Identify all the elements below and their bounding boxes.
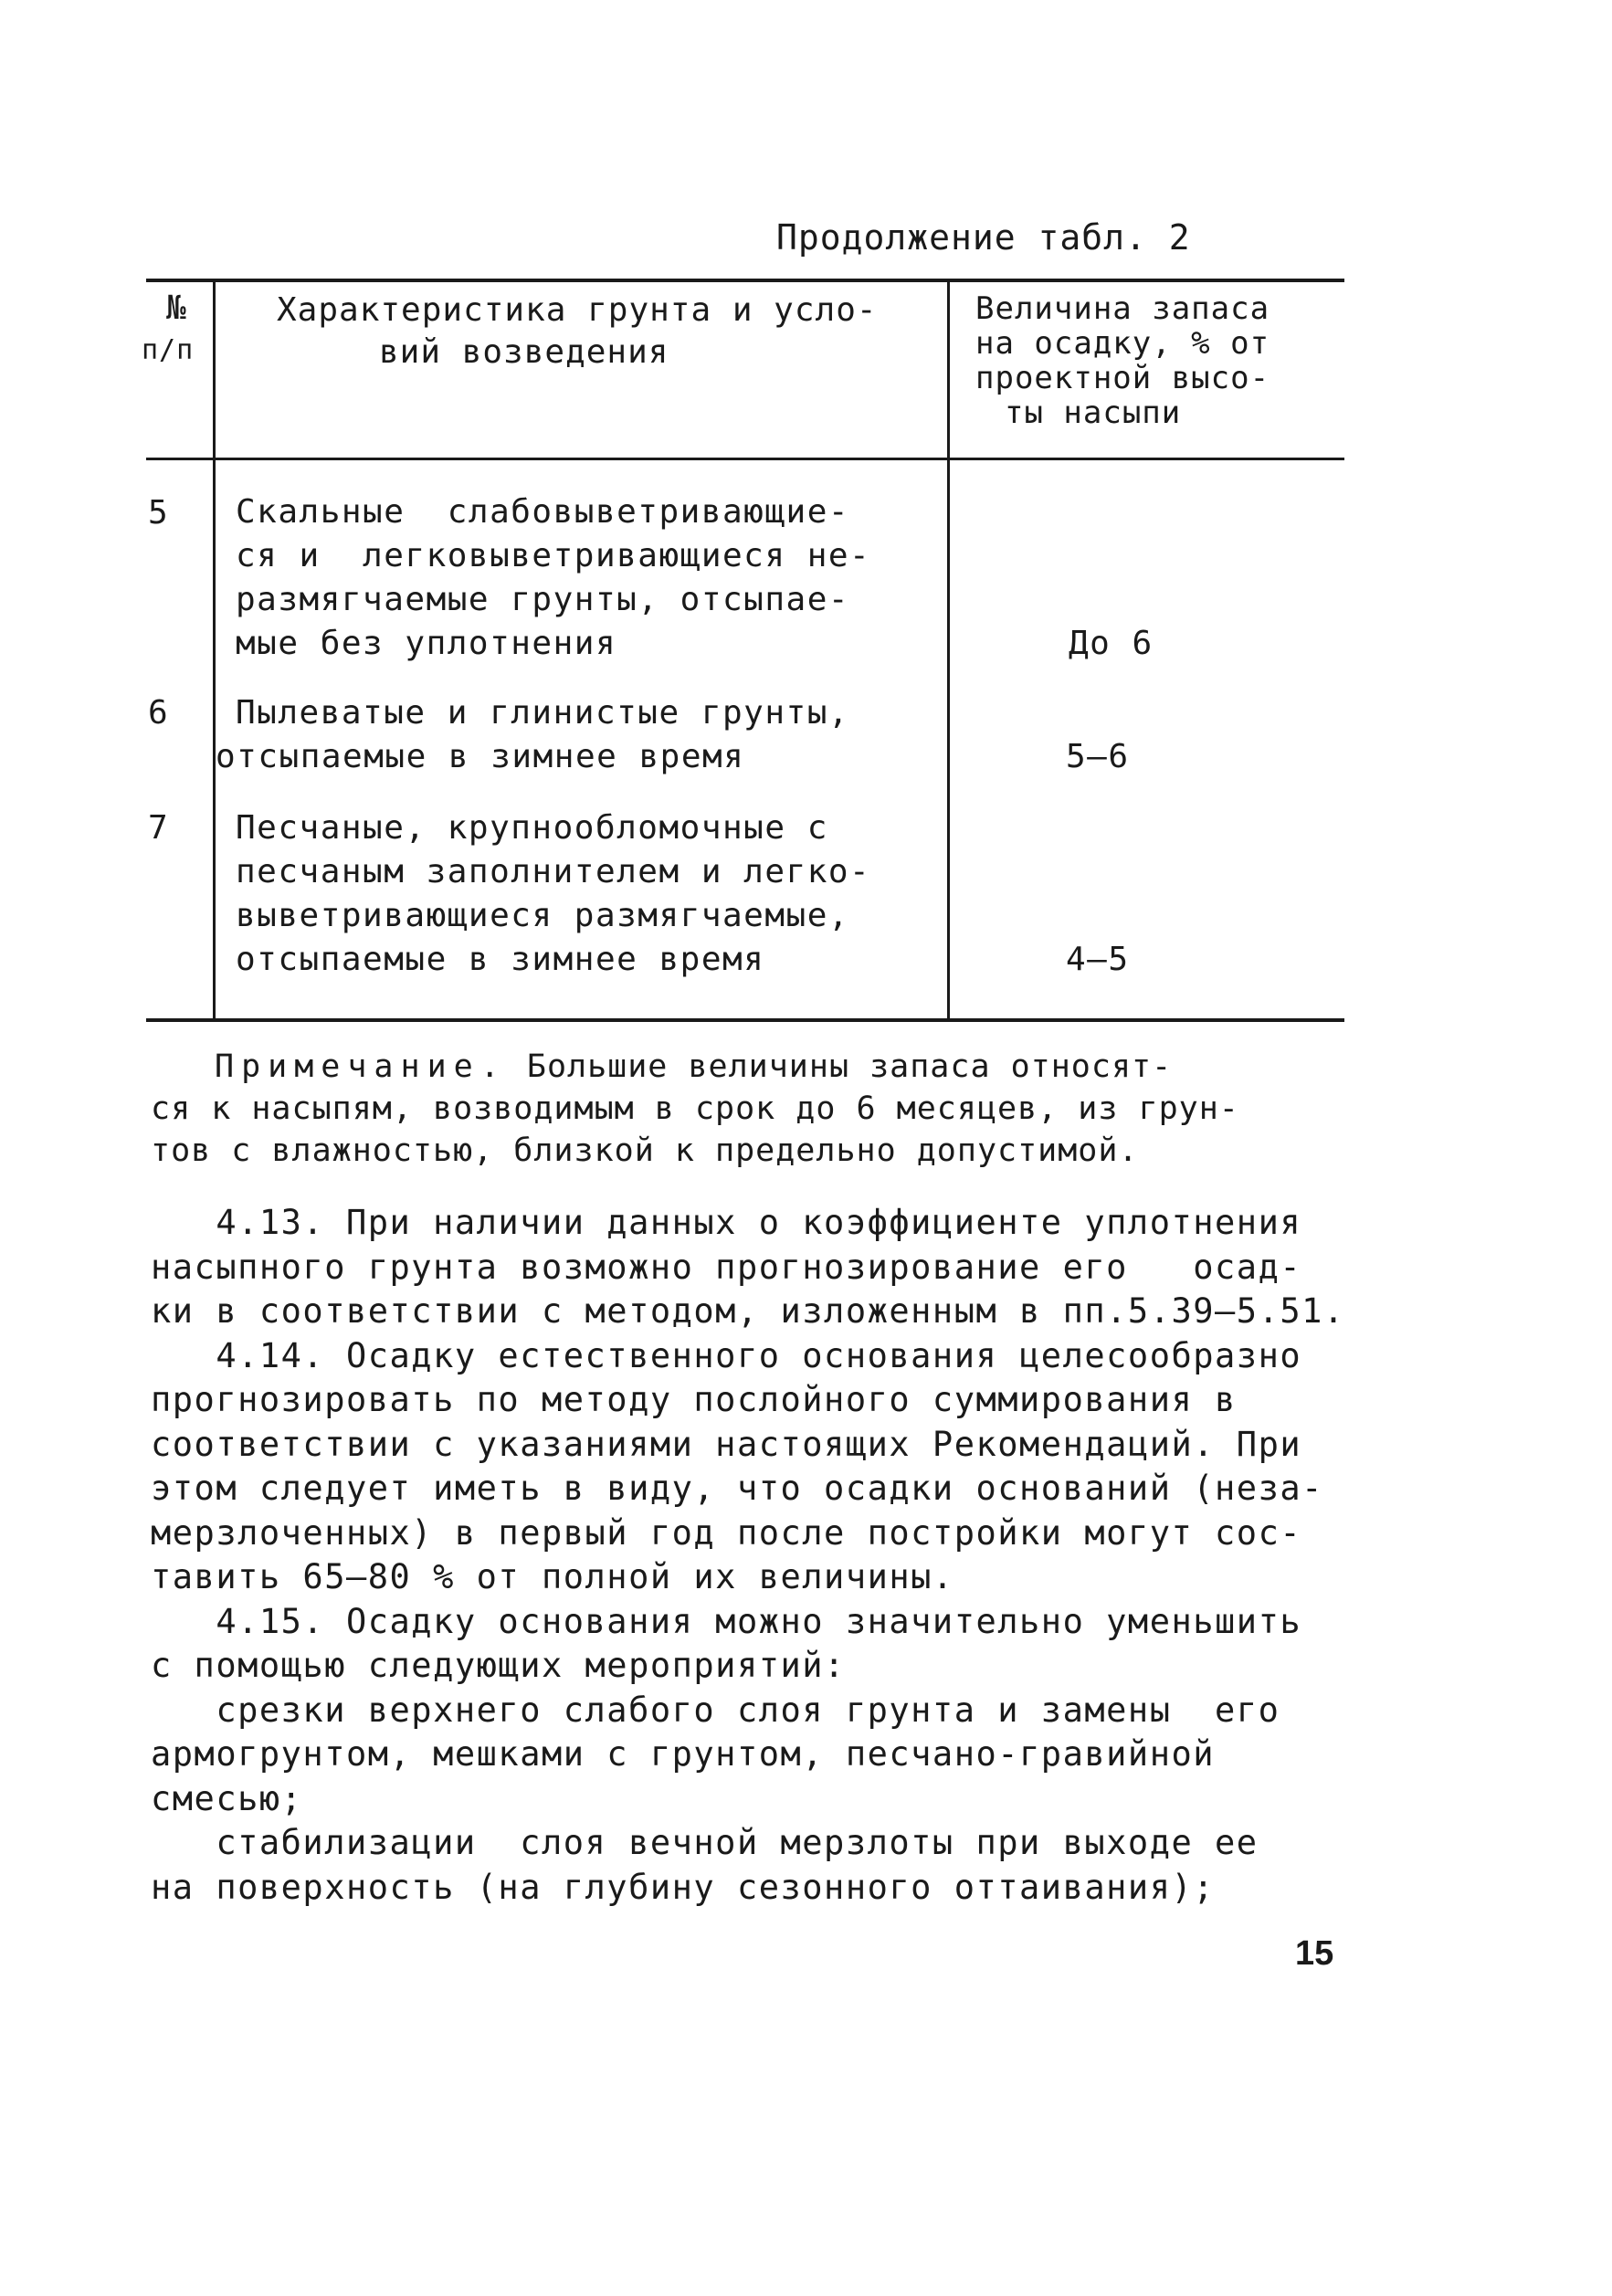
body-line: срезки верхнего слабого слоя грунта и замены его [151, 1690, 1280, 1730]
note-line: Большие величины запаса относят- [506, 1048, 1173, 1085]
settlement-reserve-table [142, 279, 1344, 1023]
body-line: мерзлоченных) в первый год после постройки могут сос- [151, 1512, 1302, 1553]
row-description-line: отсыпаемые в зимнее время [236, 941, 765, 978]
header-characteristic-line: вий возведения [379, 333, 669, 371]
table-note [151, 1046, 1239, 1172]
body-line: на поверхность (на глубину сезонного оттаивания); [151, 1867, 1216, 1907]
header-characteristic-line: Характеристика грунта и усло- [277, 291, 878, 329]
body-line: 4.14. Осадку естественного основания целесообразно [151, 1335, 1302, 1375]
table-top-rule [146, 279, 1344, 282]
note-line: тов с влажностью, близкой к предельно допустимой. [151, 1132, 1139, 1169]
body-line: с помощью следующих мероприятий: [151, 1646, 846, 1685]
body-paragraphs [151, 1201, 1345, 1910]
note-line: ся к насыпям, возводимым в срок до 6 месяцев, из грун- [151, 1090, 1239, 1127]
body-line: тавить 65–80 % от полной их величины. [151, 1557, 954, 1596]
body-line: соответствии с указаниями настоящих Рекомендаций. При [151, 1424, 1302, 1464]
header-num-line: № [166, 290, 187, 327]
header-reserve-line: ты насыпи [1005, 395, 1182, 431]
row-reserve-value: До 6 [1069, 625, 1154, 662]
row-description-line: мые без уплотнения [236, 625, 617, 662]
table-column-divider [947, 279, 950, 1022]
body-line: насыпного грунта возможно прогнозирование его осад- [151, 1247, 1302, 1287]
row-description-line: Пылеватые и глинистые грунты, [236, 694, 850, 732]
row-reserve-value: 4–5 [1066, 941, 1130, 978]
row-description-line: песчаным заполнителем и легко- [236, 853, 871, 890]
table-column-divider [213, 279, 216, 1022]
table-header-rule [146, 458, 1344, 460]
row-reserve-value: 5–6 [1066, 738, 1130, 775]
page-number: 15 [1295, 1934, 1334, 1973]
row-description-line: выветривающиеся размягчаемые, [236, 897, 850, 934]
row-description-line: отсыпаемые в зимнее время [216, 738, 745, 775]
row-description-line: Песчаные, крупнообломочные с [236, 809, 828, 847]
row-number: 6 [148, 694, 170, 732]
body-line: стабилизации слоя вечной мерзлоты при выходе ее [151, 1823, 1259, 1862]
note-label: Примечание. [215, 1048, 507, 1085]
body-line: прогнозировать по методу послойного суммирования в [151, 1380, 1237, 1419]
header-reserve-line: на осадку, % от [975, 325, 1270, 362]
body-line: 4.13. При наличии данных о коэффициенте уплотнения [151, 1203, 1302, 1242]
body-line: смесью; [151, 1778, 303, 1818]
row-description-line: размягчаемые грунты, отсыпае- [236, 581, 850, 618]
body-line: армогрунтом, мешками с грунтом, песчано-гравийной [151, 1734, 1216, 1774]
row-description-line: Скальные слабовыветривающие- [236, 493, 850, 531]
row-number: 5 [148, 494, 170, 532]
header-reserve-line: Величина запаса [975, 290, 1270, 327]
row-description-line: ся и легковыветривающиеся не- [236, 537, 871, 574]
body-line: 4.15. Осадку основания можно значительно уменьшить [151, 1601, 1302, 1641]
header-reserve-line: проектной высо- [975, 360, 1270, 396]
table-bottom-rule [146, 1018, 1344, 1022]
table-continuation-caption: Продолжение табл. 2 [776, 217, 1191, 258]
body-line: ки в соответствии с методом, изложенным в пп.5.39–5.51. [151, 1291, 1345, 1331]
header-num-line: п/п [142, 334, 195, 366]
row-number: 7 [148, 809, 170, 847]
body-line: этом следует иметь в виду, что осадки оснований (неза- [151, 1469, 1323, 1508]
